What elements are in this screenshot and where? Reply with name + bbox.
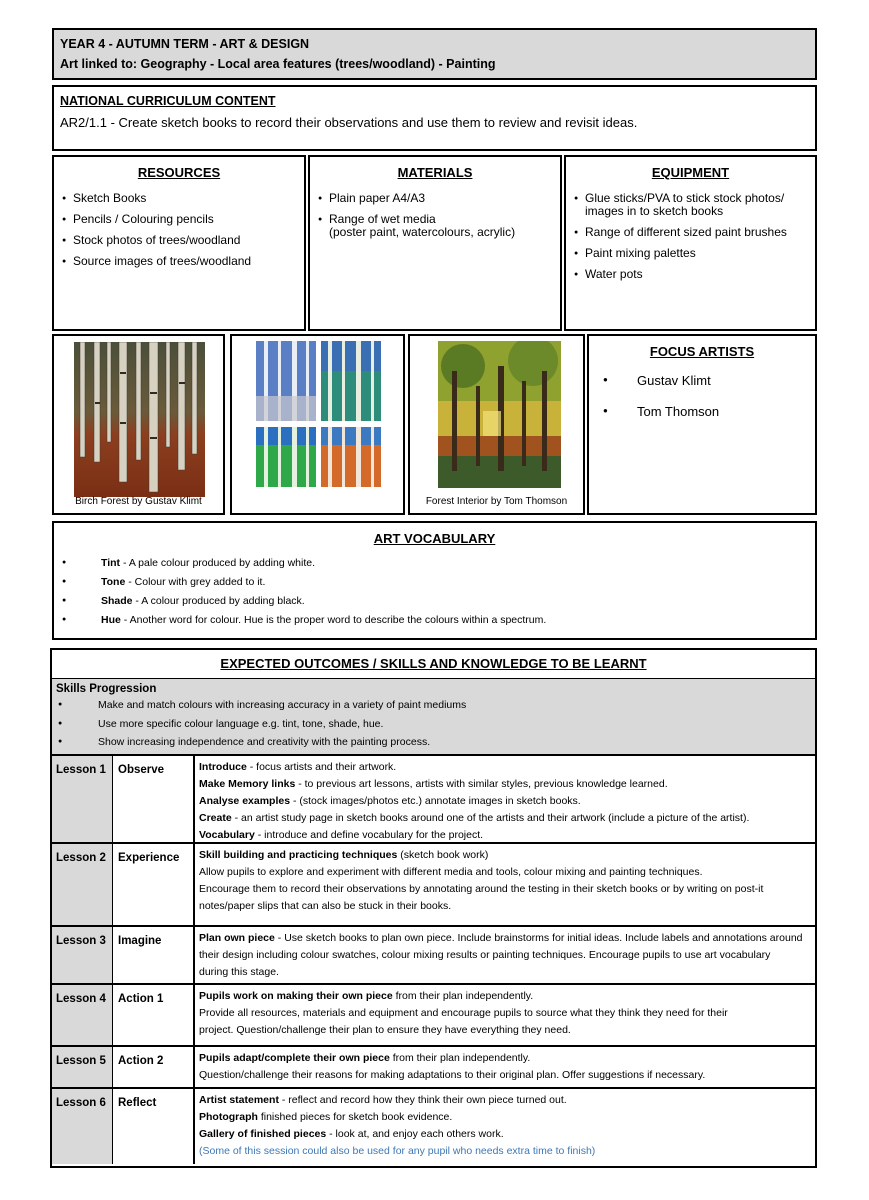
lesson-description (195, 1047, 815, 1087)
list-item: ● Paint mixing palettes (574, 247, 807, 260)
lesson-line-bold: Analyse examples (199, 795, 291, 807)
curriculum-heading: NATIONAL CURRICULUM CONTENT (60, 94, 276, 108)
lesson-row (52, 844, 815, 927)
lesson-row (52, 985, 815, 1047)
picture-caption-thomson: Forest Interior by Tom Thomson (425, 496, 568, 507)
vocab-term: Tone (101, 576, 126, 588)
list-item: ● Stock photos of trees/woodland (62, 234, 296, 247)
lesson-description (195, 927, 815, 983)
lesson-line (199, 930, 811, 947)
curriculum-box (52, 85, 817, 151)
lesson-number: Lesson 2 (52, 844, 113, 925)
vocab-item (62, 594, 807, 613)
lesson-line-text: from their plan independently. (389, 1052, 531, 1064)
lesson-line-text: - Use sketch books to plan own piece. Include brainstorms for initial ideas. Include labels and annotations around (274, 932, 803, 944)
lesson-line-text: - an artist study page in sketch books around one of the artists and their artwork (include a picture of the artist). (231, 812, 750, 824)
list-item: ● Plain paper A4/A3 (318, 192, 552, 205)
list-item: ● Sketch Books (62, 192, 296, 205)
skills-progression (52, 679, 815, 756)
lesson-line-bold: Introduce (199, 761, 247, 773)
skill-item: ● Use more specific colour language e.g. tint, tone, shade, hue. (56, 717, 811, 736)
lesson-line (199, 988, 811, 1005)
lesson-line: Encourage them to record their observations by annotating around the testing in their sketch books or by writing on post-it (199, 883, 764, 895)
forest-interior-painting (438, 341, 561, 488)
lesson-line-bold: Gallery of finished pieces (199, 1128, 327, 1140)
lesson-line (199, 847, 811, 864)
materials-box (308, 155, 562, 331)
lesson-line-bold: Skill building and practicing techniques (199, 849, 398, 861)
equipment-box (564, 155, 817, 331)
list-item: ● Glue sticks/PVA to stick stock photos/ images in to sketch books (574, 192, 807, 218)
header-box (52, 28, 817, 80)
vocabulary-heading: ART VOCABULARY (373, 531, 496, 546)
lesson-row (52, 1089, 815, 1164)
lesson-line-text: - look at, and enjoy each others work. (326, 1128, 504, 1140)
list-item-subtext: (poster paint, watercolours, acrylic) (329, 225, 516, 239)
lesson-stage: Imagine (113, 927, 195, 983)
lesson-line (199, 776, 811, 793)
lesson-stage: Action 1 (113, 985, 195, 1045)
lesson-line-text: from their plan independently. (392, 990, 534, 1002)
artist-item: ● Tom Thomson (597, 404, 807, 419)
lesson-row (52, 927, 815, 985)
lesson-line-bold: Create (199, 812, 232, 824)
lesson-line: notes/paper slips that can also be stuck in their books. (199, 900, 452, 912)
focus-artists-heading: FOCUS ARTISTS (649, 344, 755, 359)
lesson-line-text: - focus artists and their artwork. (246, 761, 397, 773)
lesson-line (199, 759, 811, 776)
focus-artists-box (587, 334, 817, 515)
list-item-text: Range of wet media (329, 212, 436, 226)
picture-caption-klimt: Birch Forest by Gustav Klimt (75, 496, 202, 507)
skill-item: ● Show increasing independence and creativity with the painting process. (56, 735, 811, 754)
lesson-line: Question/challenge their reasons for making adaptations to their original plan. Offer suggestions if necessary. (199, 1069, 706, 1081)
lesson-line (199, 810, 811, 827)
lesson-description (195, 756, 815, 842)
lesson-row (52, 1047, 815, 1089)
lesson-line-bold: Artist statement (199, 1094, 279, 1106)
vocab-term: Tint (101, 557, 121, 569)
lesson-line (199, 827, 811, 844)
list-item: ● Source images of trees/woodland (62, 255, 296, 268)
vocab-term: Shade (101, 595, 133, 607)
skill-item: ● Make and match colours with increasing accuracy in a variety of paint mediums (56, 698, 811, 717)
lesson-line-bold: Pupils work on making their own piece (199, 990, 393, 1002)
materials-heading: MATERIALS (397, 165, 473, 180)
skills-heading: Skills Progression (56, 683, 157, 695)
list-item: ● Range of different sized paint brushes (574, 226, 807, 239)
lesson-line-text: - to previous art lessons, artists with similar styles, previous knowledge learned. (295, 778, 668, 790)
lesson-number: Lesson 5 (52, 1047, 113, 1087)
vocab-item (62, 613, 807, 632)
picture-box-studies (230, 334, 405, 515)
lesson-description (195, 1089, 815, 1164)
lesson-number: Lesson 4 (52, 985, 113, 1045)
lesson-line-bold: Pupils adapt/complete their own piece (199, 1052, 390, 1064)
vocab-term: Hue (101, 614, 121, 626)
lesson-line-text: - introduce and define vocabulary for the project. (254, 829, 484, 841)
lesson-stage: Action 2 (113, 1047, 195, 1087)
lesson-line-text: - reflect and record how they think their own piece turned out. (278, 1094, 567, 1106)
artist-item: ● Gustav Klimt (597, 373, 807, 388)
lesson-line-text: finished pieces for sketch book evidence. (257, 1111, 453, 1123)
colour-study-paintings (256, 341, 381, 487)
lesson-description (195, 985, 815, 1045)
lesson-line: their design including colour swatches, colour mixing results or painting techniques. Encourage pupils to use art vocabulary (199, 949, 771, 961)
lesson-description (195, 844, 815, 925)
lesson-line-bold: Vocabulary (199, 829, 255, 841)
equipment-heading: EQUIPMENT (651, 165, 730, 180)
lesson-line (199, 793, 811, 810)
lesson-line-text: (sketch book work) (397, 849, 489, 861)
vocab-item (62, 556, 807, 575)
list-item: ● Pencils / Colouring pencils (62, 213, 296, 226)
lesson-line: during this stage. (199, 966, 279, 978)
vocab-definition: - A pale colour produced by adding white. (120, 557, 316, 569)
page-subtitle: Art linked to: Geography - Local area features (trees/woodland) - Painting (60, 57, 496, 71)
outcomes-heading: EXPECTED OUTCOMES / SKILLS AND KNOWLEDGE TO BE LEARNT (52, 650, 815, 679)
outcomes-table (50, 648, 817, 1168)
vocabulary-box (52, 521, 817, 640)
lesson-line-text: - (stock images/photos etc.) annotate images in sketch books. (290, 795, 581, 807)
lesson-line-bold: Photograph (199, 1111, 258, 1123)
lesson-number: Lesson 3 (52, 927, 113, 983)
lesson-note: (Some of this session could also be used for any pupil who needs extra time to finish) (199, 1145, 596, 1157)
lesson-number: Lesson 6 (52, 1089, 113, 1164)
vocab-definition: - A colour produced by adding black. (132, 595, 305, 607)
lesson-stage: Reflect (113, 1089, 195, 1164)
lesson-line: project. Question/challenge their plan to ensure they have everything they need. (199, 1024, 571, 1036)
picture-box-klimt (52, 334, 225, 515)
lesson-line (199, 1109, 811, 1126)
lesson-line (199, 1092, 811, 1109)
lesson-line-bold: Make Memory links (199, 778, 296, 790)
lesson-stage: Experience (113, 844, 195, 925)
lesson-stage: Observe (113, 756, 195, 842)
curriculum-text: AR2/1.1 - Create sketch books to record their observations and use them to review and revisit ideas. (60, 115, 638, 130)
vocab-definition: - Colour with grey added to it. (125, 576, 266, 588)
page-title: YEAR 4 - AUTUMN TERM - ART & DESIGN (60, 37, 310, 51)
vocab-definition: - Another word for colour. Hue is the proper word to describe the colours within a spectrum. (120, 614, 547, 626)
lesson-line (199, 1050, 811, 1067)
lesson-line: Provide all resources, materials and equipment and encourage pupils to source what they think they need for their (199, 1007, 728, 1019)
lesson-number: Lesson 1 (52, 756, 113, 842)
birch-forest-painting (74, 342, 205, 497)
lesson-line: Allow pupils to explore and experiment with different media and tools, colour mixing and painting techniques. (199, 866, 703, 878)
vocab-item (62, 575, 807, 594)
lesson-row (52, 756, 815, 844)
lesson-line (199, 1126, 811, 1143)
list-item: ● Water pots (574, 268, 807, 281)
picture-box-thomson (408, 334, 585, 515)
resources-heading: RESOURCES (137, 165, 221, 180)
lesson-line-bold: Plan own piece (199, 932, 275, 944)
resources-box (52, 155, 306, 331)
list-item (318, 213, 552, 239)
